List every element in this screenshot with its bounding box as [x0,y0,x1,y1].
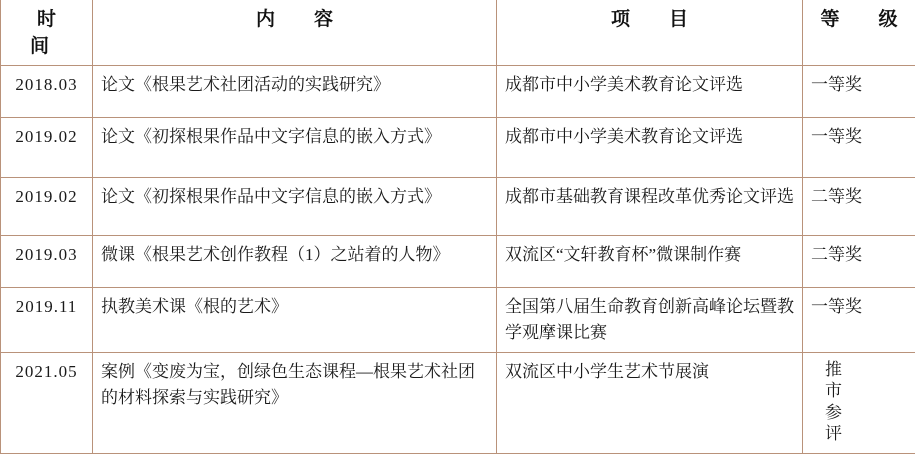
column-header-content: 内 容 [93,0,497,66]
table-row [1,353,915,454]
cell-time: 2021.05 [1,353,93,454]
table-header-row [1,0,915,66]
column-header-grade: 等 级 [803,0,915,66]
cell-content: 微课《根果艺术创作教程（1）之站着的人物》 [93,236,497,288]
cell-content: 论文《初探根果作品中文字信息的嵌入方式》 [93,178,497,236]
cell-grade: 一等奖 [803,288,915,353]
cell-project: 成都市基础教育课程改革优秀论文评选 [497,178,803,236]
cell-grade-vertical-text: 推市参评 [811,359,842,444]
table-row [1,236,915,288]
cell-grade: 二等奖 [803,236,915,288]
cell-time: 2019.11 [1,288,93,353]
cell-project: 成都市中小学美术教育论文评选 [497,118,803,178]
cell-time: 2019.02 [1,118,93,178]
table-body [1,66,915,454]
cell-grade: 一等奖 [803,66,915,118]
cell-content: 案例《变废为宝，创绿色生态课程—根果艺术社团的材料探索与实践研究》 [93,353,497,454]
column-header-project: 项 目 [497,0,803,66]
cell-time: 2019.03 [1,236,93,288]
cell-project: 双流区“文轩教育杯”微课制作赛 [497,236,803,288]
table-header [1,0,915,66]
table-row [1,178,915,236]
table-row [1,288,915,353]
column-header-time: 时 间 [1,0,93,66]
cell-time: 2018.03 [1,66,93,118]
cell-grade [803,353,915,454]
table-row [1,66,915,118]
cell-content: 执教美术课《根的艺术》 [93,288,497,353]
cell-content: 论文《根果艺术社团活动的实践研究》 [93,66,497,118]
cell-project: 双流区中小学生艺术节展演 [497,353,803,454]
cell-grade: 二等奖 [803,178,915,236]
table-row [1,118,915,178]
cell-project: 成都市中小学美术教育论文评选 [497,66,803,118]
cell-content: 论文《初探根果作品中文字信息的嵌入方式》 [93,118,497,178]
cell-project: 全国第八届生命教育创新高峰论坛暨教学观摩课比赛 [497,288,803,353]
cell-time: 2019.02 [1,178,93,236]
cell-grade: 一等奖 [803,118,915,178]
